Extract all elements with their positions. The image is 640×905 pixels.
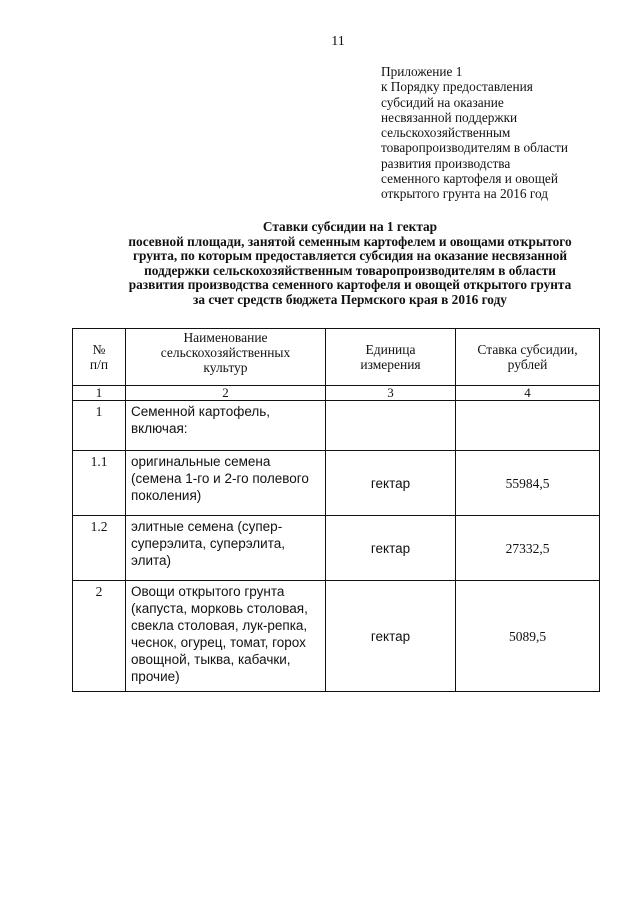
row-crop-name: Овощи открытого грунта (капуста, морковь столовая, свекла столовая, лук-репка, чеснок, огурец, томат, горох овощной, тыква, кабачки, прочие) bbox=[126, 581, 326, 692]
appendix-note bbox=[381, 64, 631, 202]
appendix-line: развития производства bbox=[381, 155, 511, 171]
row-num: 1.2 bbox=[73, 516, 126, 581]
column-number: 4 bbox=[456, 386, 600, 401]
row-rate bbox=[456, 401, 600, 451]
appendix-line: несвязанной поддержки bbox=[381, 109, 518, 125]
title-line: за счет средств бюджета Пермского края в 2016 году bbox=[193, 291, 507, 307]
document-title bbox=[60, 220, 640, 308]
title-line: поддержки сельскохозяйственным товаропроизводителям в области bbox=[144, 262, 556, 278]
title-line: Ставки субсидии на 1 гектар bbox=[262, 219, 438, 234]
title-line: развития производства семенного картофеля и овощей открытого грунта bbox=[128, 277, 572, 293]
row-unit bbox=[326, 401, 456, 451]
row-unit: гектар bbox=[326, 516, 456, 581]
header-name: Наименование сельскохозяйственных культур bbox=[126, 329, 326, 386]
appendix-line: сельскохозяйственным bbox=[381, 125, 511, 141]
row-rate: 5089,5 bbox=[456, 581, 600, 692]
appendix-line: к Порядку предоставления bbox=[381, 79, 533, 95]
row-rate: 27332,5 bbox=[456, 516, 600, 581]
table-row bbox=[73, 516, 600, 581]
subsidy-rates-table bbox=[72, 328, 600, 692]
header-num: № п/п bbox=[73, 329, 126, 386]
column-number: 2 bbox=[126, 386, 326, 401]
table-row bbox=[73, 581, 600, 692]
column-number-row bbox=[73, 386, 600, 401]
row-crop-name: оригинальные семена (семена 1-го и 2-го полевого поколения) bbox=[126, 451, 326, 516]
header-row bbox=[73, 329, 600, 386]
table-row bbox=[73, 401, 600, 451]
row-num: 1 bbox=[73, 401, 126, 451]
column-number: 3 bbox=[326, 386, 456, 401]
header-unit: Единица измерения bbox=[326, 329, 456, 386]
column-number: 1 bbox=[73, 386, 126, 401]
row-crop-name: Семенной картофель, включая: bbox=[126, 401, 326, 451]
header-rate: Ставка субсидии, рублей bbox=[456, 329, 600, 386]
row-rate: 55984,5 bbox=[456, 451, 600, 516]
appendix-line: Приложение 1 bbox=[381, 64, 463, 79]
title-line: грунта, по которым предоставляется субсидия на оказание несвязанной bbox=[132, 248, 568, 264]
appendix-line: субсидий на оказание bbox=[381, 94, 504, 110]
appendix-line: товаропроизводителям в области bbox=[381, 140, 568, 156]
row-unit: гектар bbox=[326, 581, 456, 692]
title-line: посевной площади, занятой семенным картофелем и овощами открытого bbox=[128, 233, 572, 249]
appendix-line: семенного картофеля и овощей bbox=[381, 171, 558, 187]
page-number: 11 bbox=[331, 34, 345, 49]
table-row bbox=[73, 451, 600, 516]
row-num: 2 bbox=[73, 581, 126, 692]
row-num: 1.1 bbox=[73, 451, 126, 516]
row-unit: гектар bbox=[326, 451, 456, 516]
row-crop-name: элитные семена (супер- суперэлита, суперэлита, элита) bbox=[126, 516, 326, 581]
appendix-line: открытого грунта на 2016 год bbox=[381, 186, 549, 202]
